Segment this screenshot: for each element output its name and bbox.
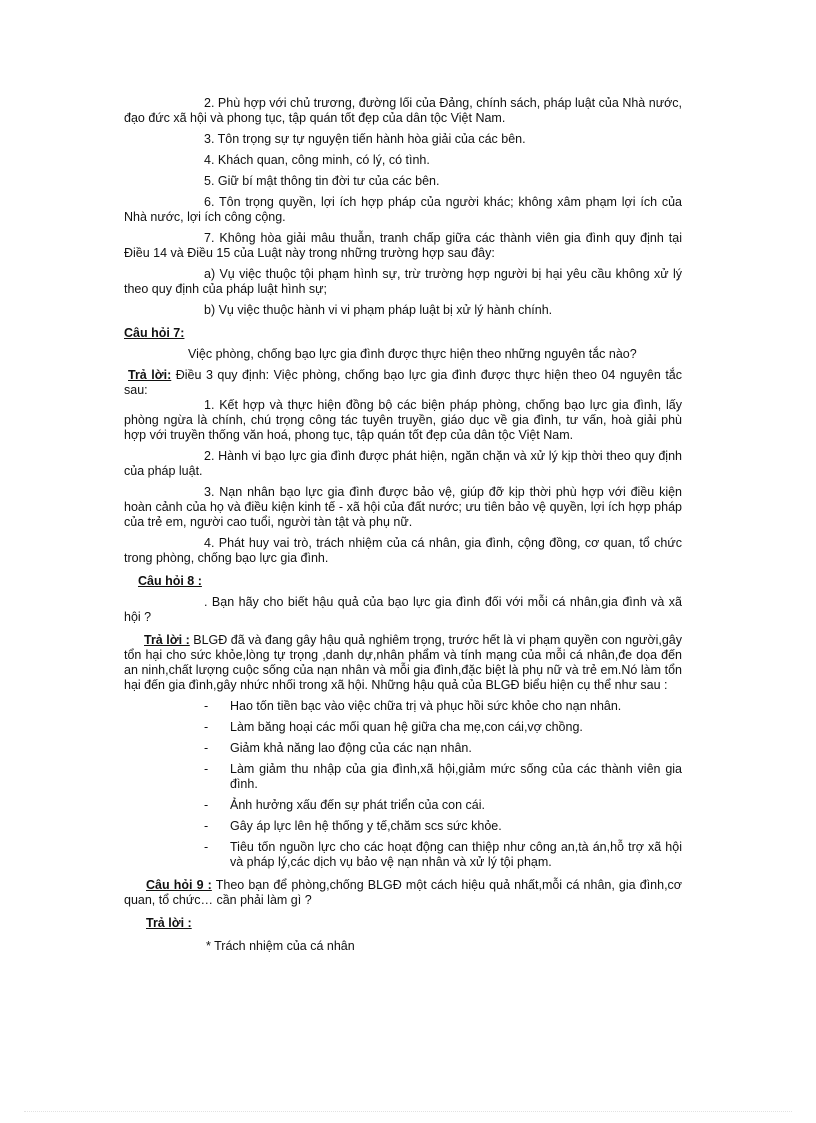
answer-8-text: BLGĐ đã và đang gây hậu quả nghiêm trọng, trước hết là vi phạm quyền con người,gây tổn hại cho sức khỏe,lòng tự trọng ,danh dự,nhân phẩm và tính mạng của mỗi cá nhân,đe dọa đến an ninh,chất lượng cuộc sống của nạn nhân và mỗi gia đình,đặc biệt là phụ nữ và trẻ em.Nó làm tổn hại đến gia đình,gây nhức nhối trong xã hội. Những hậu quả của BLGĐ biểu hiện cụ thể như sau : <box>124 633 682 692</box>
answer-7-text: Điều 3 quy định: Việc phòng, chống bạo lực gia đình được thực hiện theo 04 nguyên tắc sau: <box>124 368 682 397</box>
list-item-text: Làm băng hoại các mối quan hệ giữa cha mẹ,con cái,vợ chồng. <box>230 720 583 734</box>
bullet-mark: - <box>204 762 209 776</box>
bullet-mark: - <box>204 741 209 755</box>
question-9-text: Theo bạn để phòng,chống BLGĐ một cách hiệu quả nhất,mỗi cá nhân, gia đình,cơ quan, tổ chức… cần phải làm gì ? <box>124 878 682 907</box>
bullet-mark: - <box>204 798 209 812</box>
principle-4: 4. Khách quan, công minh, có lý, có tình. <box>204 153 430 167</box>
question-8-label: Câu hỏi 8 : <box>138 574 202 588</box>
case-a: a) Vụ việc thuộc tội phạm hình sự, trừ trường hợp người bị hại yêu cầu không xử lý theo quy định của pháp luật hình sự; <box>124 267 682 296</box>
case-b: b) Vụ việc thuộc hành vi vi phạm pháp luật bị xử lý hành chính. <box>204 303 553 317</box>
answer-8-label: Trả lời : <box>144 633 190 647</box>
list-item <box>124 741 682 756</box>
bullet-mark: - <box>204 840 209 854</box>
document-body <box>124 96 682 954</box>
question-8-heading <box>138 574 682 589</box>
answer-9-label: Trả lời : <box>146 916 192 930</box>
list-item-text: Giảm khả năng lao động của các nạn nhân. <box>230 741 472 755</box>
list-item <box>124 762 682 792</box>
answer-7-point-3: 3. Nạn nhân bạo lực gia đình được bảo vệ, giúp đỡ kịp thời phù hợp với điều kiện hoàn cảnh của họ và điều kiện kinh tế - xã hội của đất nước; ưu tiên bảo vệ quyền, lợi ích hợp pháp của trẻ em, người cao tuổi, người tàn tật và phụ nữ. <box>124 485 682 529</box>
list-item <box>124 840 682 870</box>
answer-8-intro <box>124 633 682 693</box>
principle-3: 3. Tôn trọng sự tự nguyện tiến hành hòa giải của các bên. <box>204 132 526 146</box>
question-7-label: Câu hỏi 7: <box>124 326 185 340</box>
answer-7-point-1: 1. Kết hợp và thực hiện đồng bộ các biện pháp phòng, chống bạo lực gia đình, lấy phòng ngừa là chính, chú trọng công tác tuyên truyền, giáo dục về gia đình, tư vấn, hoà giải phù hợp với truyền thống văn hoá, phong tục, tập quán tốt đẹp của dân tộc Việt Nam. <box>124 398 682 442</box>
consequence-list <box>124 699 682 870</box>
question-7-heading <box>124 326 682 341</box>
bullet-mark: - <box>204 699 209 713</box>
answer-9-point-1: * Trách nhiệm của cá nhân <box>206 939 355 953</box>
question-8-text: . Bạn hãy cho biết hậu quả của bạo lực gia đình đối với mỗi cá nhân,gia đình và xã hội ? <box>124 595 682 624</box>
answer-7-point-2: 2. Hành vi bạo lực gia đình được phát hiện, ngăn chặn và xử lý kịp thời theo quy định của pháp luật. <box>124 449 682 478</box>
list-item <box>124 798 682 813</box>
page-edge-divider <box>24 1111 792 1112</box>
bullet-mark: - <box>204 819 209 833</box>
list-item <box>124 699 682 714</box>
list-item-text: Ảnh hưởng xấu đến sự phát triển của con cái. <box>230 798 485 812</box>
list-item-text: Làm giảm thu nhập của gia đình,xã hội,giảm mức sống của các thành viên gia đình. <box>230 762 682 791</box>
principle-7: 7. Không hòa giải mâu thuẫn, tranh chấp giữa các thành viên gia đình quy định tại Điều 14 và Điều 15 của Luật này trong những trường hợp sau đây: <box>124 231 682 260</box>
answer-9-heading <box>146 916 682 931</box>
principle-6: 6. Tôn trọng quyền, lợi ích hợp pháp của người khác; không xâm phạm lợi ích của Nhà nước, lợi ích công cộng. <box>124 195 682 224</box>
list-item <box>124 819 682 834</box>
list-item-text: Gây áp lực lên hệ thống y tế,chăm scs sức khỏe. <box>230 819 502 833</box>
principle-5: 5. Giữ bí mật thông tin đời tư của các bên. <box>204 174 440 188</box>
list-item-text: Tiêu tốn nguồn lực cho các hoạt động can thiệp như công an,tà án,hỗ trợ xã hội và pháp lý,các dịch vụ bảo vệ nạn nhân và xử lý tội phạm. <box>230 840 682 869</box>
answer-7-point-4: 4. Phát huy vai trò, trách nhiệm của cá nhân, gia đình, cộng đồng, cơ quan, tổ chức trong phòng, chống bạo lực gia đình. <box>124 536 682 565</box>
question-7-text: Việc phòng, chống bạo lực gia đình được thực hiện theo những nguyên tắc nào? <box>188 347 637 361</box>
answer-7-label: Trả lời: <box>128 368 172 382</box>
bullet-mark: - <box>204 720 209 734</box>
principle-2: 2. Phù hợp với chủ trương, đường lối của Đảng, chính sách, pháp luật của Nhà nước, đạo đức xã hội và phong tục, tập quán tốt đẹp của dân tộc Việt Nam. <box>124 96 682 125</box>
list-item-text: Hao tốn tiền bạc vào việc chữa trị và phục hồi sức khỏe cho nạn nhân. <box>230 699 622 713</box>
question-9 <box>124 878 682 908</box>
answer-7-intro <box>124 368 682 398</box>
list-item <box>124 720 682 735</box>
question-9-label: Câu hỏi 9 : <box>146 878 212 892</box>
